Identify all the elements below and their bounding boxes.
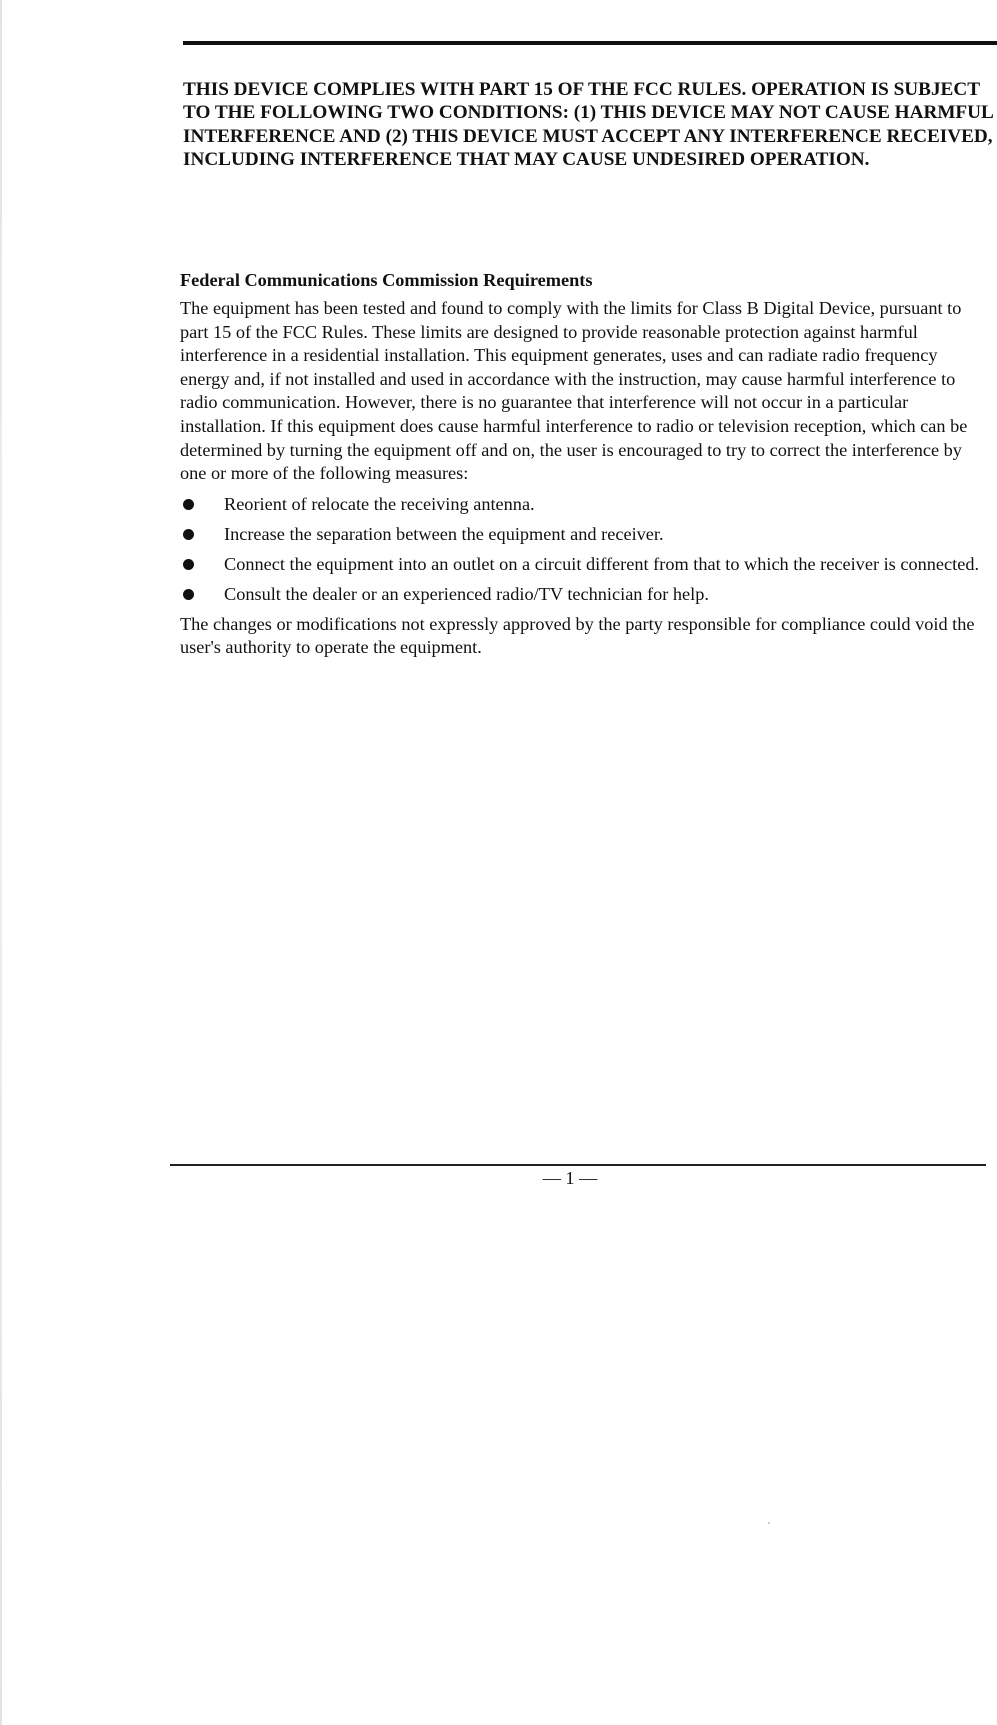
bullet-icon	[183, 499, 194, 510]
list-item-text: Connect the equipment into an outlet on a circuit different from that to which the receiver is connected.	[224, 553, 980, 574]
section-body: The equipment has been tested and found to comply with the limits for Class B Digital Device, pursuant to part 15 of the FCC Rules. These limits are designed to provide reasonable protection against harmful interference in a residential installation. This equipment generates, uses and can radiate radio frequency energy and, if not installed and used in accordance with the instruction, may cause harmful interference to radio communication. However, there is no guarantee that interference will not occur in a particular installation. If this equipment does cause harmful interference to radio or television reception, which can be determined by turning the equipment off and on, the user is encouraged to try to correct the interference by one or more of the following measures:	[180, 298, 968, 484]
section-heading: Federal Communications Commission Requirements	[180, 270, 593, 290]
list-item	[180, 583, 985, 606]
measures-list	[180, 493, 985, 606]
scan-speck	[768, 1522, 770, 1524]
list-item-text: Increase the separation between the equipment and receiver.	[224, 523, 664, 544]
list-item-text: Reorient of relocate the receiving antenna.	[224, 493, 535, 514]
bullet-icon	[183, 589, 194, 600]
bullet-icon	[183, 559, 194, 570]
list-item	[180, 523, 985, 546]
closing-paragraph: The changes or modifications not expressly approved by the party responsible for compliance could void the user's authority to operate the equipment.	[180, 613, 975, 658]
list-item	[180, 553, 985, 576]
list-item-text: Consult the dealer or an experienced radio/TV technician for help.	[224, 583, 709, 604]
fcc-compliance-notice: THIS DEVICE COMPLIES WITH PART 15 OF THE FCC RULES. OPERATION IS SUBJECT TO THE FOLLOWING TWO CONDITIONS: (1) THIS DEVICE MAY NOT CAUSE HARMFUL INTERFERENCE AND (2) THIS DEVICE MUST ACCEPT ANY INTERFERENCE RECEIVED, INCLUDING INTERFERENCE THAT MAY CAUSE UNDESIRED OPERATION.	[183, 79, 993, 171]
page-number: — 1 —	[542, 1168, 598, 1188]
top-rule	[183, 41, 997, 45]
list-item	[180, 493, 985, 516]
fcc-requirements-section	[180, 268, 985, 660]
bullet-icon	[183, 529, 194, 540]
scan-edge	[0, 0, 2, 1725]
